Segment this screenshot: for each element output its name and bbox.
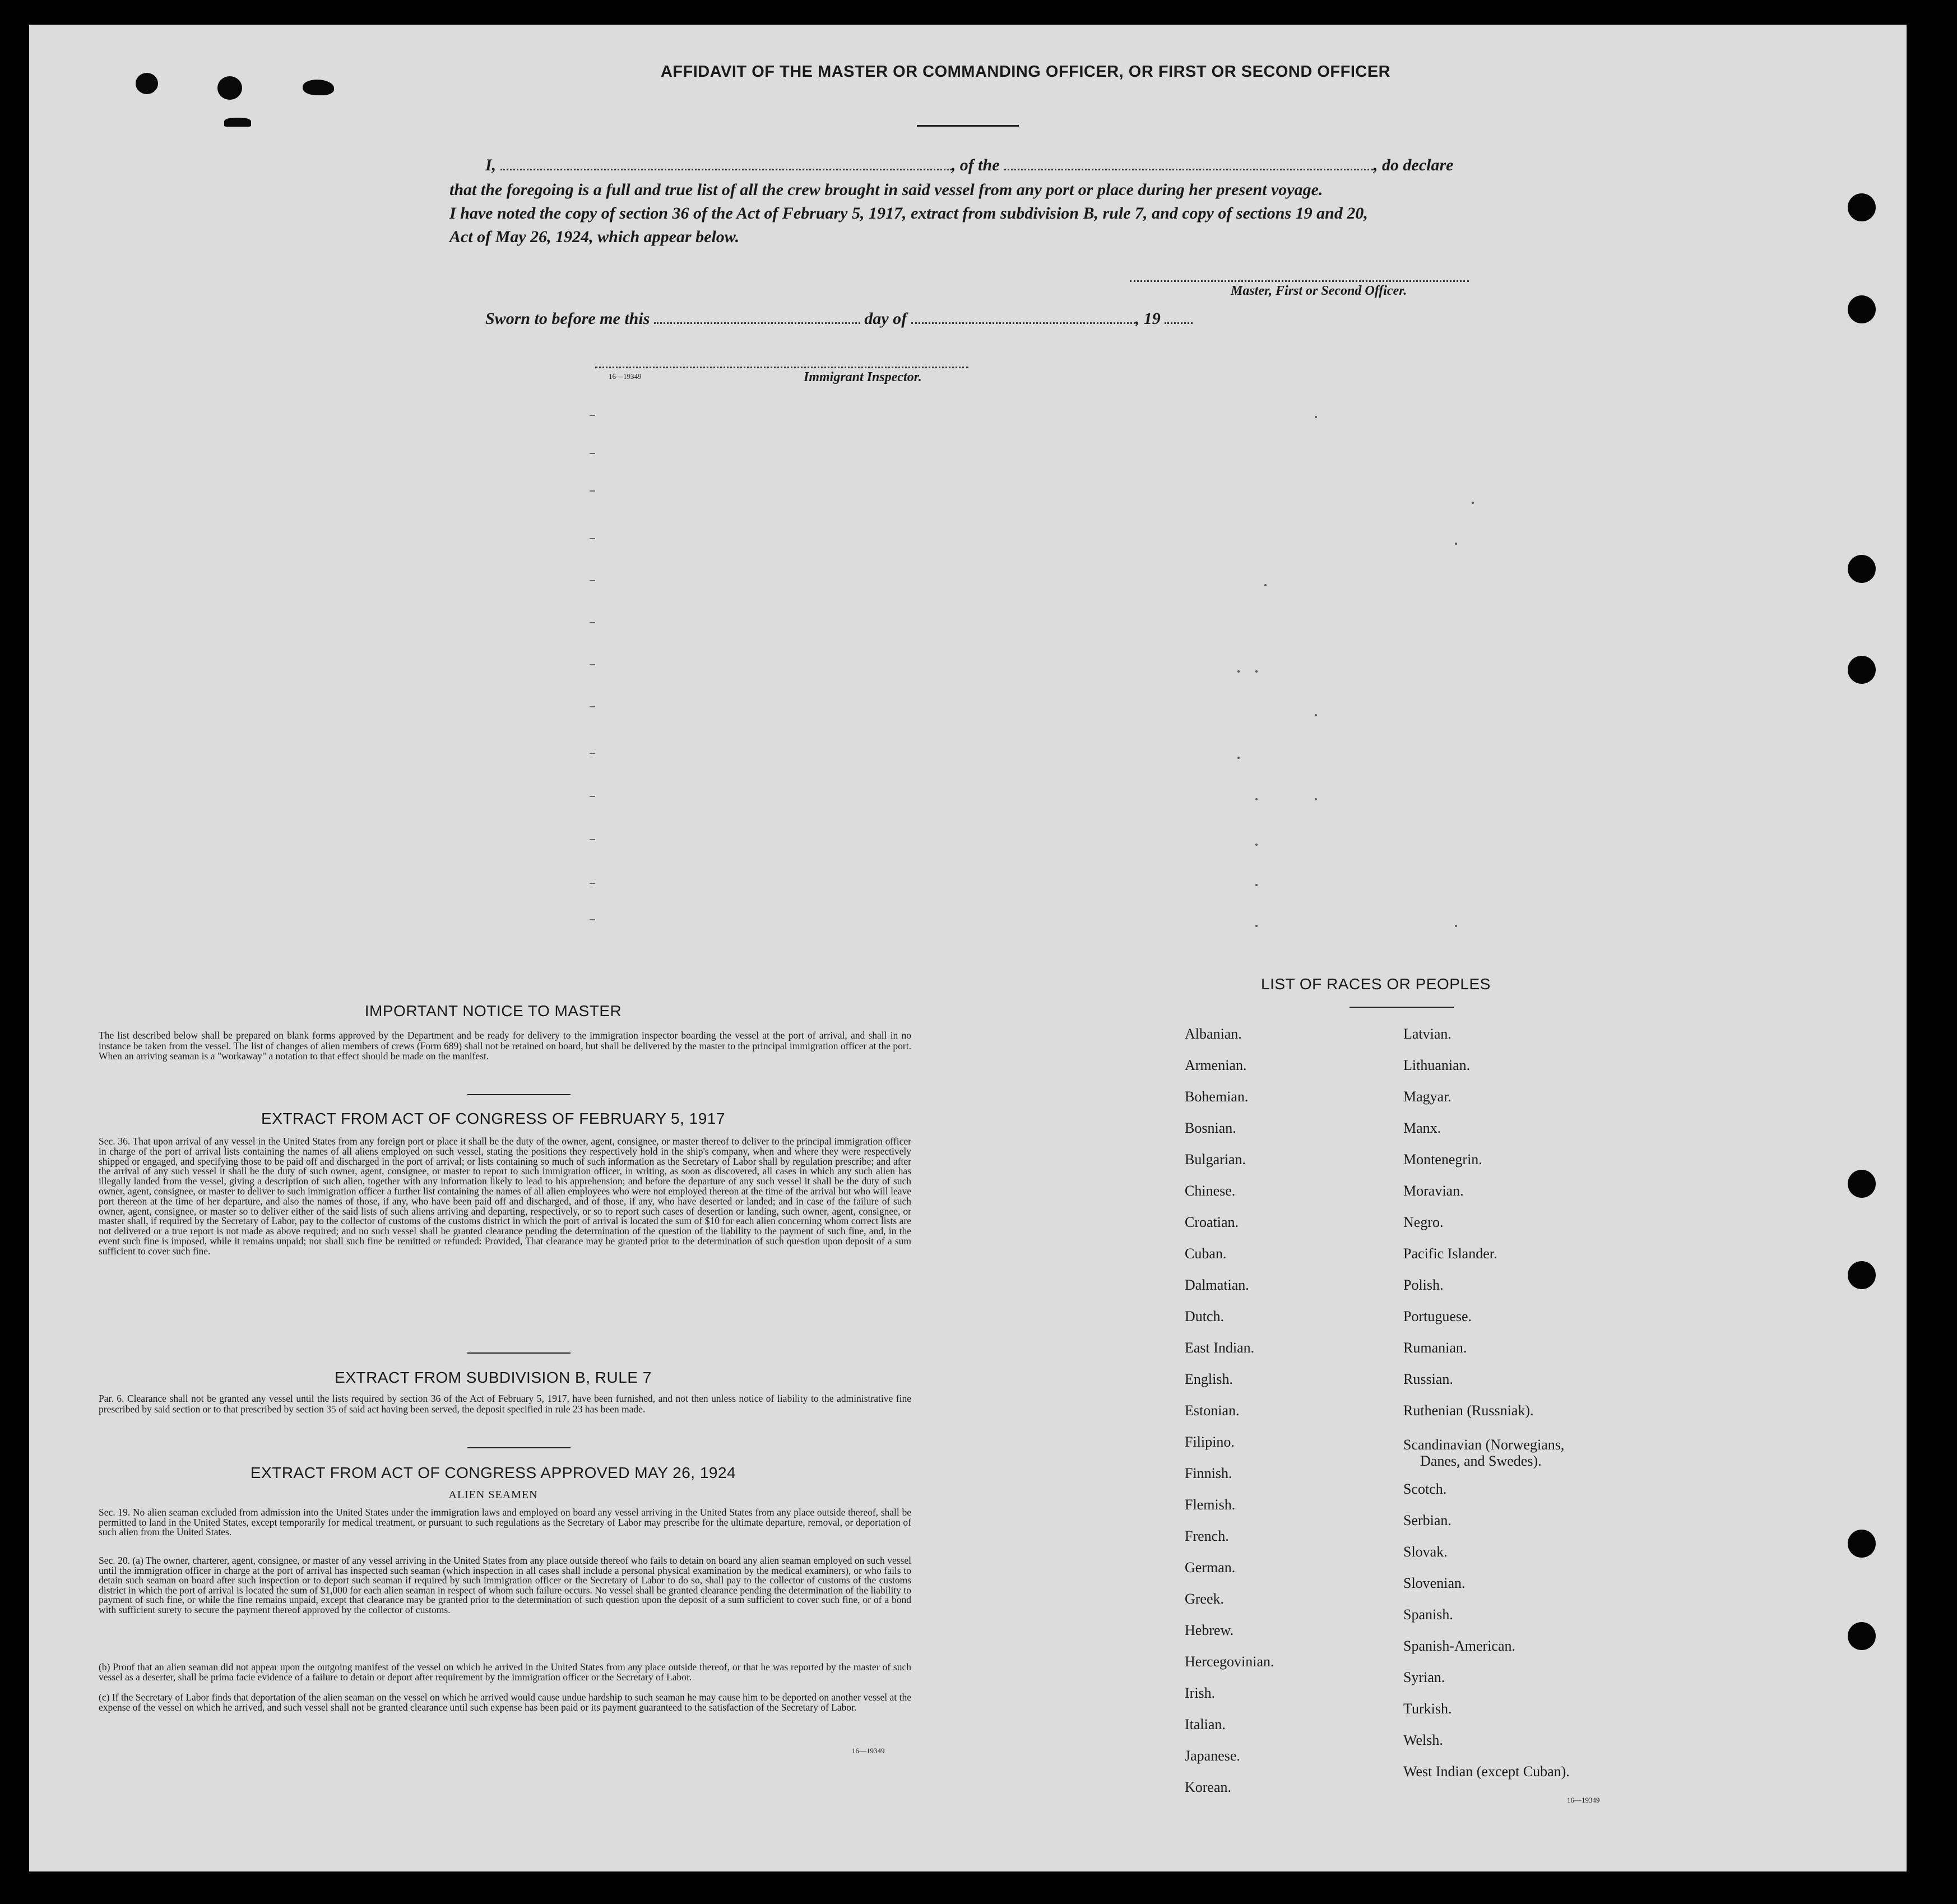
- scan-speck: [1237, 757, 1240, 759]
- race-item: Danes, and Swedes).: [1420, 1453, 1542, 1469]
- scan-mark: [590, 580, 595, 581]
- affidavit-line-1: [485, 156, 1488, 175]
- punch-hole: [1848, 1530, 1876, 1558]
- rule7-heading: EXTRACT FROM SUBDIVISION B, RULE 7: [335, 1369, 652, 1386]
- extract-1917-heading: EXTRACT FROM ACT OF CONGRESS OF FEBRUARY 5, 1917: [261, 1110, 725, 1127]
- affidavit-title: AFFIDAVIT OF THE MASTER OR COMMANDING OFFICER, OR FIRST OR SECOND OFFICER: [660, 63, 1391, 81]
- scan-speck: [1472, 502, 1474, 504]
- race-item: Armenian.: [1185, 1057, 1247, 1073]
- sec20c-text: (c) If the Secretary of Labor finds that deportation of the alien seaman on the vessel on which he arrived would cause undue hardship to such seaman he may cause him to be deported on another vessel at the expense of the vessel on which he arrived, and such vessel shall not be granted clearance until such expense has been paid or its payment guaranteed to the satisfaction of the Secretary of Labor.: [99, 1692, 911, 1713]
- master-signature-label: Master, First or Second Officer.: [1231, 284, 1407, 298]
- ink-blot: [217, 76, 242, 100]
- race-item: Welsh.: [1403, 1732, 1443, 1748]
- alien-seamen-subheading: ALIEN SEAMEN: [448, 1489, 538, 1501]
- race-item: Moravian.: [1403, 1183, 1464, 1199]
- scan-mark: [590, 453, 595, 454]
- race-item: Magyar.: [1403, 1088, 1451, 1105]
- race-item: Filipino.: [1185, 1434, 1235, 1450]
- scan-speck: [1255, 798, 1258, 800]
- race-item: Serbian.: [1403, 1512, 1451, 1528]
- punch-hole: [1848, 1170, 1876, 1198]
- sworn-year: , 19: [1135, 309, 1161, 328]
- inspector-signature-line[interactable]: [595, 363, 968, 368]
- notice-heading: IMPORTANT NOTICE TO MASTER: [364, 1002, 622, 1020]
- affidavit-line-2: that the foregoing is a full and true list of all the crew brought in said vessel from any port or place during her present voyage.: [449, 180, 1323, 199]
- race-item: Bohemian.: [1185, 1088, 1249, 1105]
- race-item: Greek.: [1185, 1591, 1225, 1607]
- sec19-text: Sec. 19. No alien seaman excluded from admission into the United States under the immigration laws and employed on board any vessel arriving in the United States from any place outside thereof, shall be permitted to land in the United States, except temporarily for medical treatment, or pursuant to such regulations as the Secretary of Labor may prescribe for the ultimate departure, removal, or deportation of such alien from the United States.: [99, 1507, 911, 1537]
- race-item: Hercegovinian.: [1185, 1653, 1274, 1670]
- scan-mark: [590, 753, 595, 754]
- affidavit-line-3: I have noted the copy of section 36 of the Act of February 5, 1917, extract from subdivision B, rule 7, and copy of sections 19 and 20,: [449, 204, 1368, 223]
- sec20b-text: (b) Proof that an alien seaman did not appear upon the outgoing manifest of the vessel on which he arrived in the United States from any place outside thereof, or that he was reported by the master of such vessel as a deserter, shall be prima facie evidence of a failure to detain or deport after requirement by the immigration officer or the Secretary of Labor.: [99, 1661, 911, 1683]
- races-right-column: [1403, 1018, 1570, 1787]
- scan-speck: [1255, 925, 1258, 927]
- race-item: Slovenian.: [1403, 1575, 1466, 1591]
- extract-1917-text: Sec. 36. That upon arrival of any vessel in the United States from any foreign port or place it shall be the duty of the owner, agent, consignee, or master thereof to deliver to the principal immigration officer in charge of the port of arrival lists containing the names of all aliens employed on such vessel, stating the positions they respectively hold in the ship's company, when and where they were respectively shipped or engaged, and specifying those to be paid off and discharged in the port of arrival; or lists containing so much of such information as the Secretary of Labor shall by regulation prescribe; and after the arrival of any such vessel it shall be the duty of such owner, agent, consignee, or master to report to such immigration officer, in writing, as soon as discovered, all cases in which any such alien has illegally landed from the vessel, giving a description of such alien, together with any information likely to lead to his apprehension; and before the departure of any such vessel it shall be the duty of such owner, agent, consignee, or master to deliver to such immigration officer a further list containing the names of all alien employees who were not employed thereon at the time of the arrival but who will leave port thereon at the time of her departure, and also the names of those, if any, who have been paid off and discharged, and of those, if any, who have deserted or landed; and in case of the failure of such owner, agent, consignee, or master so to deliver either of the said lists of such aliens arriving and departing, respectively, or so to report such cases of desertion or landing, such owner, agent, consignee, or master shall, if required by the Secretary of Labor, pay to the collector of customs of the customs district in which the port of arrival is located the sum of $10 for each alien concerning whom correct lists are not delivered or a true report is not made as above required; and no such vessel shall be granted clearance pending the determination of the question of the liability to the payment of such fine, and, in the event such fine is imposed, while it remains unpaid; nor shall such fine be remitted or refunded: Provided, That clearance may be granted prior to the determination of such question upon deposit of a sum sufficient to cover such fine.: [99, 1136, 911, 1257]
- scan-mark: [590, 490, 595, 492]
- race-item: Ruthenian (Russniak).: [1403, 1402, 1534, 1419]
- race-item: Scandinavian (Norwegians,: [1403, 1437, 1565, 1453]
- race-item: Dutch.: [1185, 1308, 1225, 1324]
- race-item: Rumanian.: [1403, 1340, 1467, 1356]
- races-heading: LIST OF RACES OR PEOPLES: [1261, 975, 1491, 993]
- sworn-month-blank[interactable]: [911, 319, 1135, 324]
- race-item: Japanese.: [1185, 1748, 1240, 1764]
- race-item: Spanish.: [1403, 1606, 1453, 1623]
- affidavit-i: I,: [485, 156, 497, 174]
- ink-blot: [136, 73, 158, 94]
- master-signature-line[interactable]: [1130, 277, 1469, 282]
- scan-speck: [1455, 543, 1457, 545]
- race-item: Montenegrin.: [1403, 1151, 1482, 1168]
- name-blank[interactable]: [500, 165, 952, 170]
- race-item: Russian.: [1403, 1371, 1453, 1387]
- race-item: Albanian.: [1185, 1026, 1242, 1042]
- scan-mark: [590, 796, 595, 797]
- scan-mark: [590, 883, 595, 884]
- race-item: Irish.: [1185, 1685, 1216, 1701]
- scan-speck: [1315, 798, 1317, 800]
- scan-speck: [1255, 670, 1258, 673]
- race-item: Latvian.: [1403, 1026, 1451, 1042]
- race-item: German.: [1185, 1559, 1236, 1576]
- race-item: French.: [1185, 1528, 1229, 1544]
- ink-blot: [224, 118, 251, 127]
- scan-speck: [1315, 416, 1317, 418]
- sworn-text: Sworn to before me this: [485, 309, 650, 328]
- race-item: Korean.: [1185, 1779, 1232, 1795]
- race-item: Chinese.: [1185, 1183, 1236, 1199]
- affidavit-of-the: , of the: [951, 156, 1000, 174]
- scan-mark: [590, 415, 595, 416]
- race-item: Estonian.: [1185, 1402, 1240, 1419]
- sec20a-text: Sec. 20. (a) The owner, charterer, agent, consignee, or master of any vessel arriving in the United States from any place outside thereof who fails to detain on board any alien seaman employed on such vessel until the immigration officer in charge at the port of arrival has inspected such seaman (which inspection in all cases shall include a personal physical examination by the medical examiners), or who fails to detain such seaman on board after such inspection or to deport such seaman if required by such immigration officer or the Secretary of Labor to do so, shall pay to the collector of customs of the customs district in which the port of arrival is located the sum of $1,000 for each alien seaman in respect of whom such failure occurs. No vessel shall be granted clearance pending the determination of the liability to payment of such fine, or while the fine remains unpaid, except that clearance may be granted prior to the determination of such question upon the deposit of a sum sufficient to cover such fine, or of a bond with sufficient surety to secure the payment thereof approved by the collector of customs.: [99, 1555, 911, 1615]
- race-item: Cuban.: [1185, 1245, 1227, 1262]
- affidavit-line-4: Act of May 26, 1924, which appear below.: [449, 228, 740, 246]
- race-item: West Indian (except Cuban).: [1403, 1763, 1570, 1780]
- race-item: Portuguese.: [1403, 1308, 1472, 1324]
- punch-hole: [1848, 555, 1876, 583]
- races-divider: [1350, 1007, 1454, 1008]
- affidavit-declare: , do declare: [1374, 156, 1454, 174]
- scan-speck: [1255, 884, 1258, 886]
- races-left-column: [1185, 1018, 1274, 1803]
- vessel-blank[interactable]: [1004, 165, 1374, 170]
- notice-text: The list described below shall be prepared on blank forms approved by the Department and be ready for delivery to the immigration inspector boarding the vessel at the port of arrival, and shall in no instance be taken from the vessel. The list of changes of alien members of crews (Form 689) shall not be retained on board, but shall be delivered by the master to the principal immigration officer at the port. When an arriving seaman is a "workaway" a notation to that effect should be made on the manifest.: [99, 1030, 911, 1062]
- punch-hole: [1848, 295, 1876, 323]
- scan-mark: [590, 706, 595, 707]
- extract-1924-heading: EXTRACT FROM ACT OF CONGRESS APPROVED MAY 26, 1924: [250, 1464, 736, 1481]
- sworn-day-blank[interactable]: [654, 319, 860, 324]
- race-item: Turkish.: [1403, 1701, 1452, 1717]
- race-item: Negro.: [1403, 1214, 1444, 1230]
- form-number-bottom-left: 16—19349: [852, 1747, 885, 1755]
- scan-speck: [1255, 844, 1258, 846]
- punch-hole: [1848, 656, 1876, 684]
- form-number-top: 16—19349: [609, 372, 642, 381]
- race-item: English.: [1185, 1371, 1233, 1387]
- sworn-year-blank[interactable]: [1165, 319, 1193, 324]
- race-item: Manx.: [1403, 1120, 1441, 1136]
- scan-speck: [1264, 584, 1267, 586]
- race-item: Flemish.: [1185, 1497, 1236, 1513]
- race-item: Scotch.: [1403, 1481, 1447, 1497]
- punch-hole: [1848, 1622, 1876, 1650]
- scan-mark: [590, 919, 595, 920]
- race-item: Syrian.: [1403, 1669, 1445, 1685]
- scan-mark: [590, 664, 595, 665]
- race-item: Hebrew.: [1185, 1622, 1234, 1638]
- punch-hole: [1848, 193, 1876, 221]
- ink-blot: [303, 80, 334, 95]
- sworn-day-of: day of: [864, 309, 907, 328]
- scan-mark: [590, 622, 595, 623]
- notice-divider: [467, 1094, 571, 1095]
- scan-mark: [590, 839, 595, 840]
- scan-mark: [590, 538, 595, 539]
- form-number-bottom-right: 16—19349: [1567, 1796, 1600, 1804]
- rule7-divider: [467, 1447, 571, 1448]
- race-item: Bosnian.: [1185, 1120, 1236, 1136]
- race-item: Polish.: [1403, 1277, 1444, 1293]
- race-item: Croatian.: [1185, 1214, 1239, 1230]
- race-item: Slovak.: [1403, 1544, 1448, 1560]
- scan-speck: [1455, 925, 1457, 927]
- extract-1917-divider: [467, 1352, 571, 1354]
- sworn-line: [485, 309, 1193, 328]
- scan-speck: [1237, 670, 1240, 673]
- race-item: Italian.: [1185, 1716, 1226, 1732]
- rule7-text: Par. 6. Clearance shall not be granted any vessel until the lists required by section 36 of the Act of February 5, 1917, have been furnished, and not then unless notice of liability to the administrative fine prescribed by said section or to that prescribed by section 35 of said act having been served, the deposit specified in rule 23 has been made.: [99, 1393, 911, 1415]
- race-item: Lithuanian.: [1403, 1057, 1471, 1073]
- punch-hole: [1848, 1261, 1876, 1289]
- race-item: Pacific Islander.: [1403, 1245, 1497, 1262]
- race-item: Dalmatian.: [1185, 1277, 1249, 1293]
- race-item: Finnish.: [1185, 1465, 1232, 1481]
- race-item: East Indian.: [1185, 1340, 1255, 1356]
- scan-speck: [1315, 714, 1317, 716]
- title-divider: [917, 125, 1019, 127]
- race-item: Bulgarian.: [1185, 1151, 1246, 1168]
- race-item: Spanish-American.: [1403, 1638, 1516, 1654]
- inspector-label: Immigrant Inspector.: [804, 370, 922, 384]
